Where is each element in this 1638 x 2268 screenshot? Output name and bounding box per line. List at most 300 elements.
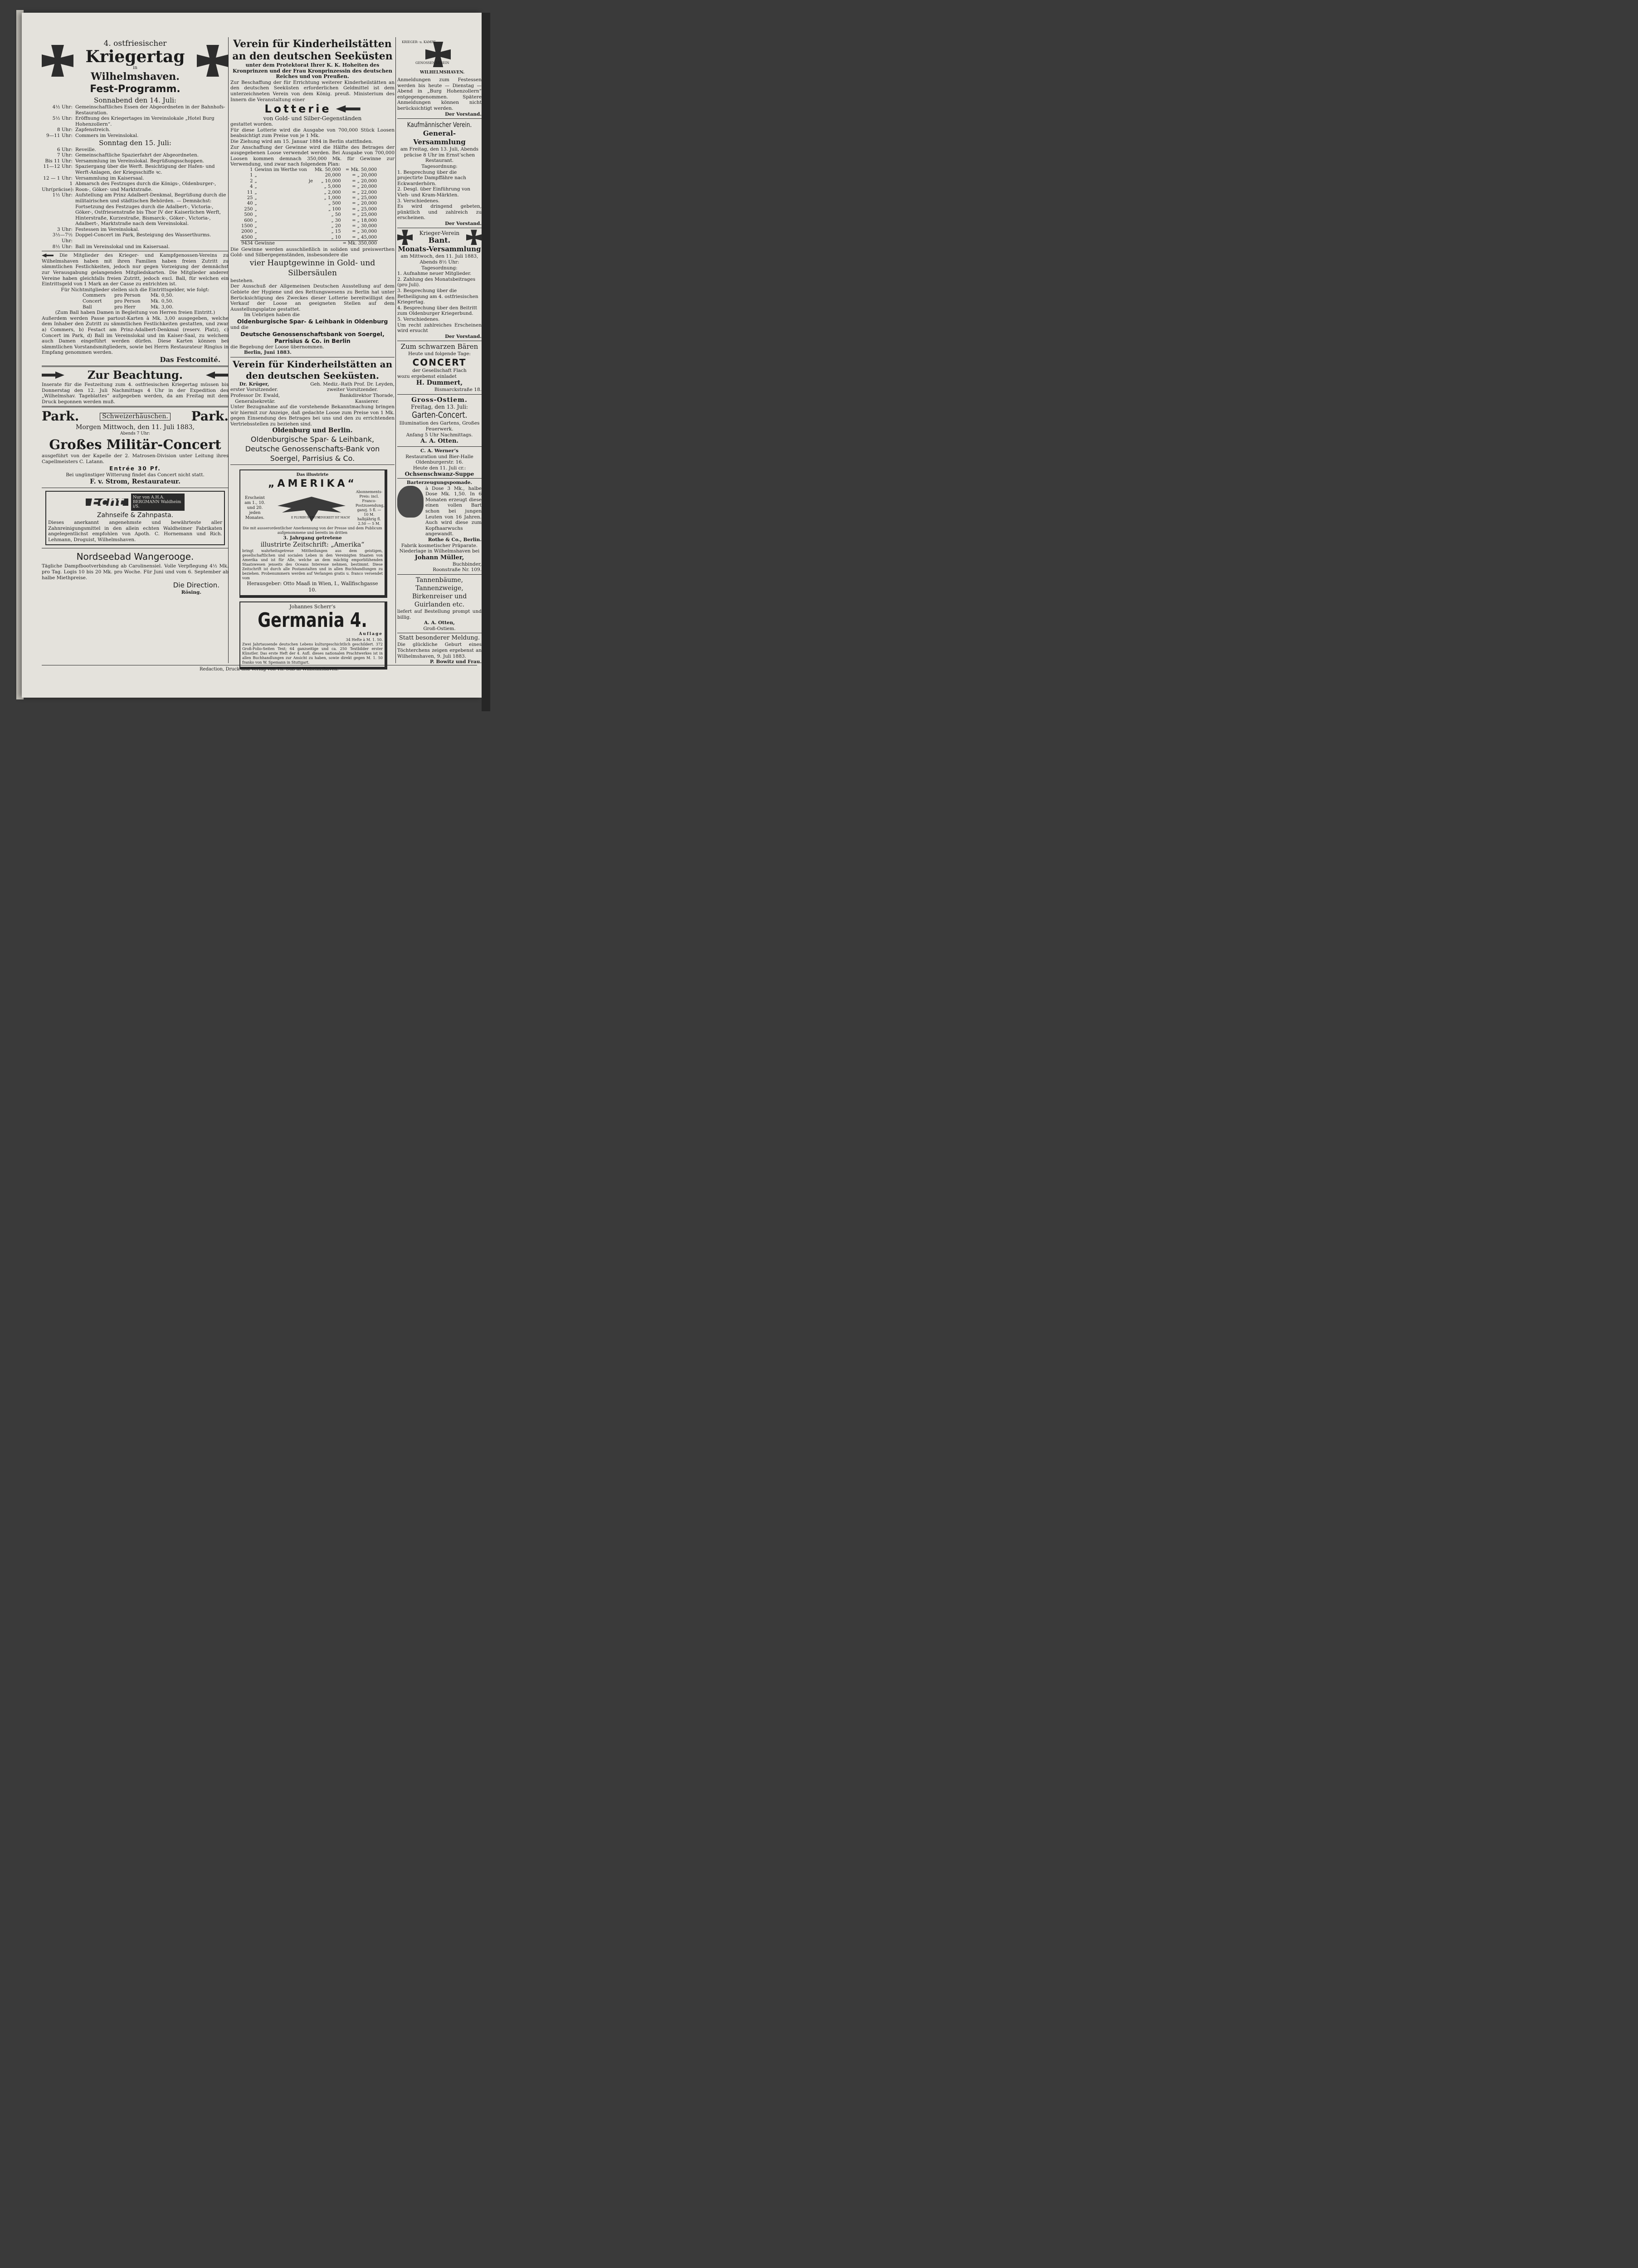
lotterie-header (230, 103, 395, 115)
sunday-heading: Sonntag den 15. Juli: (99, 138, 171, 147)
agenda-item: 1. Aufnahme neuer Mitglieder. (397, 271, 472, 277)
table-cell (308, 235, 314, 241)
werner-address: Oldenburgerstr. 16. (415, 459, 463, 465)
price-unit: pro Person (114, 293, 141, 298)
otten2: A. A. Otten, (424, 620, 455, 626)
program-desc: Doppel-Concert im Park, Besteigung des Wasserthurms. (75, 232, 211, 238)
program-time: 8½ Uhr: (52, 244, 73, 249)
kriegertag-l2: Kriegertag (85, 47, 185, 66)
lotterie-text: Für diese Lotterie wird die Ausgabe von 700,000 Stück Loosen beabsichtigt zum Preise von je 1 Mk. (230, 127, 395, 139)
program-time: 9—11 Uhr: (46, 132, 73, 138)
lotterie-subtitle: von Gold- und Silber-Gegenständen (263, 115, 362, 122)
table-cell: „ (254, 195, 257, 200)
table-cell (308, 196, 314, 201)
direction-signature: Die Direction. (173, 581, 219, 590)
signatures-row-2 (230, 393, 395, 404)
table-cell: 40 (247, 201, 253, 206)
member-note: Die Mitglieder des Krieger- und Kampfgenossen-Vereins zu Wilhelmshaven haben mit ihren Familien haben freien Zutritt zu sämmtlichen Festlichkeiten, jedoch nur gegen Vorzeigung der demnächst zur Verausgabung gelangenden Mitgliedskarten. Die Mitglieder anderer Vereine haben gleichfalls freien Zutritt, jedoch excl. Ball, für welchen ein Eintrittsgeld von 1 Mark an der Casse zu entrichten ist. (42, 253, 229, 287)
agenda-item: 4. Besprechung über den Beitritt zum Oldenburger Kriegerbund. (397, 305, 478, 317)
svg-text:E PLURIBUS UNUM: E PLURIBUS UNUM (291, 516, 320, 520)
table-cell: „ 10 (331, 235, 341, 240)
column-rule-2 (395, 37, 396, 663)
dummert-address: Bismarckstraße 18. (434, 387, 482, 393)
table-cell: = „ 20,000 (352, 173, 377, 178)
table-cell: = „ 30,000 (352, 223, 377, 229)
program-desc: Festessen im Vereinslokal. (75, 226, 140, 232)
militaer-text: ausgeführt von der Kapelle der 2. Matrosen-Division unter Leitung ihres Capellmeisters C. Latann. (42, 453, 229, 464)
program-item (42, 152, 229, 158)
table-row-total (240, 241, 378, 247)
program-time: 4½ Uhr: (52, 104, 73, 110)
table-cell: = „ 25,000 (352, 195, 377, 200)
table-row (240, 212, 378, 218)
beachtung-text: Inserate für die Festzeitung zum 4. ostfriesischen Kriegertag müssen bis Donnerstag den 12. Juli Nachmittags 4 Uhr in der Expedition des „Wilhelmshav. Tageblattes“ aufgegeben werden, da am Freitag mit dem Druck begonnen werden muß. (42, 381, 229, 405)
park-center: Schweizerhäuschen. (100, 413, 171, 420)
table-cell: 600 (244, 218, 253, 223)
otten-signature: A. A. Otten. (420, 438, 458, 445)
sig-leyden: Geh. Mediz.-Rath Prof. Dr. Leyden, (310, 381, 395, 387)
bank5: Soergel, Parrisius & Co. (270, 454, 355, 463)
table-cell: = „ 25,000 (352, 212, 377, 218)
kriegertag-l3: in (133, 65, 137, 70)
program-item (42, 133, 229, 139)
sig-krueger: Dr. Krüger, (239, 381, 269, 387)
sig-krueger-role: erster Vorsitzender. (230, 387, 278, 393)
agenda-item: 3. Verschiedenes. (397, 198, 440, 204)
program-desc: Versammlung im Kaisersaal. (75, 175, 144, 181)
baeren-concert: CONCERT (412, 357, 467, 368)
lotterie-intro: Zur Beschaffung der für Errichtung weiterer Kinderheilstätten an den deutschen Seeküsten erforderlichen Geldmittel ist dem unterzeichneten Verein von dem König. preuß. Ministerium des Innern die Veranstaltung einer (230, 79, 395, 103)
geburt-text: Die glückliche Geburt eines Töchterchens zeigen ergebenst an Wilhelmshaven, 9. Juli 1883. (397, 642, 482, 659)
kv-text: Anmeldungen zum Festessen werden bis heute — Dienstag — Abend in „Burg Hohenzollern“ entgegengenommen. Spätere Anmeldungen können nicht berücksichtigt werden. (397, 77, 482, 111)
amerika-left: Erscheint am 1., 10. und 20. jeden Monates. (244, 495, 265, 520)
table-cell: 20,000 (325, 173, 341, 178)
table-cell (308, 241, 314, 247)
table-row (240, 201, 378, 206)
kv-mid: GENOSSEN-VEREIN (415, 61, 449, 65)
table-cell (308, 218, 314, 224)
table-row (240, 167, 378, 173)
table-row (240, 218, 378, 224)
begebung-text: die Begebung der Loose übernommen. (230, 344, 324, 350)
ziehung-text: Die Ziehung wird am 15. Januar 1884 in Berlin stattfinden. (230, 138, 373, 144)
dummert-signature: H. Dummert, (416, 379, 463, 387)
agenda-item: 1. Besprechung über die projectirte Dampffähre nach Eckwarderhörn. (397, 169, 466, 186)
program-desc: Eröffnung des Kriegertages im Vereinslokale „Hotel Burg Hohenzollern“. (75, 116, 214, 127)
table-cell (308, 229, 314, 235)
price-row (83, 304, 229, 310)
gv-vorstand: Der Vorstand. (445, 220, 482, 226)
bestehen: bestehen. (230, 278, 254, 284)
gv-date: am Freitag, den 13. Juli, Abends präcise 8 Uhr im Ernst’schen Restaurant. (400, 147, 479, 164)
amerika-eagle-row (242, 490, 383, 526)
verein-title-2: Verein für Kinderheilstätten an den deutschen Seeküsten. (232, 358, 393, 381)
price-value: Mk. 0,50. (151, 293, 174, 298)
table-row (240, 229, 378, 235)
iron-cross-small-right-icon (466, 230, 482, 245)
table-cell: „ (254, 173, 257, 178)
table-cell: 9434 (241, 241, 253, 246)
table-cell: Gewinn im Werthe von (254, 167, 307, 172)
agenda-item: 5. Verschiedenes. (397, 317, 440, 322)
price-unit: pro Person (114, 298, 141, 304)
grossostiem-title: Gross-Ostiem. (411, 396, 468, 404)
table-cell: „ (254, 201, 257, 206)
baeren-title: Zum schwarzen Bären (400, 342, 478, 351)
tannen-title: Tannenbäume, Tannenzweige, Birkenreiser und Guirlanden etc. (412, 577, 467, 608)
agenda-item: 2. Desgl. über Einführung von Vieh- und Kram-Märkten. (397, 186, 471, 198)
table-cell (308, 173, 314, 178)
program-item (42, 244, 229, 250)
table-cell: 1500 (241, 223, 253, 229)
table-cell: 1 (250, 167, 253, 172)
table-cell: „ (254, 223, 257, 229)
table-row (240, 235, 378, 241)
saturday-heading: Sonnabend den 14. Juli: (94, 96, 176, 104)
table-row (240, 224, 378, 229)
amerika-right: Abonnements-Preis: incl. Franco-Postzusendung, ganzj. 5 fl. — 10 M. halbjährig fl. 2.50 — 5 M. (356, 490, 385, 526)
echt-label: Echt (86, 499, 128, 506)
column-1 (42, 39, 229, 596)
zahnseife-ad (45, 491, 225, 545)
table-cell: 1 (250, 173, 253, 178)
sig-ewald: Professor Dr. Ewald, (230, 392, 280, 398)
gv-agenda (397, 170, 482, 204)
lotterie-title: Lotterie (264, 103, 332, 116)
festcomite-signature: Das Festcomité. (160, 355, 220, 364)
program-time: 1 Uhr(präcise): (42, 181, 74, 192)
column-3 (397, 38, 482, 665)
table-cell: „ 5,000 (324, 184, 341, 190)
table-cell: „ (254, 212, 257, 218)
militaer-concert-title: Großes Militär-Concert (49, 437, 221, 453)
werner-sub: Restauration und Bier-Halle (405, 454, 473, 459)
sig-ewald-role: Generalsekretär. (235, 398, 276, 404)
amerika-ad (239, 469, 387, 597)
table-cell: Gewinne (254, 241, 275, 246)
scan-background (482, 13, 490, 711)
program-desc: Spaziergang über die Werft. Besichtigung der Hafen- und Werft-Anlagen, der Kriegsschiffe ꝛc. (75, 164, 215, 175)
program-time: Bis 11 Uhr: (45, 158, 73, 164)
sig-thorade: Bankdirektor Thorade, (339, 392, 395, 398)
zahnseife-text: Dieses anerkannt angenehmste und bewährteste aller Zahnreinigungsmittel in den allein echten Waldheimer Fabrikaten angelegentlichst empfohlen von Apoth. C. Hornemann und Rich. Lehmann, Droguist, Wilhelmshaven. (48, 520, 222, 543)
gv-tagesordnung: Tagesordnung: (421, 163, 458, 169)
table-cell: „ 30 (331, 218, 341, 223)
kaufm-verein: Kaufmännischer Verein. (407, 121, 472, 129)
table-cell (308, 184, 314, 190)
beachtung-title: Zur Beachtung. (87, 368, 183, 381)
program-item (42, 176, 229, 181)
ball-note: (Zum Ball haben Damen in Begleitung von Herren freien Eintritt.) (55, 310, 215, 316)
mv-end: Um recht zahlreiches Erscheinen wird ersucht (397, 322, 482, 334)
kriegertag-l1: 4. ostfriesischer (103, 39, 167, 48)
table-cell: = „ 20,000 (352, 184, 377, 190)
saturday-program (42, 104, 229, 139)
tannen-text: liefert auf Bestellung prompt und billig. (397, 609, 482, 620)
agenda-item: 2. Zahlung des Monatsbeitrages (pro Juli). (397, 276, 476, 288)
kriegertag-l4: Wilhelmshaven. (91, 71, 180, 83)
sig-thorade-role: Kassierer. (355, 398, 379, 404)
bank2: Deutsche Genossenschaftsbank von Soergel, Parrisius & Co. in Berlin (240, 330, 385, 344)
lotterie-gestattet: gestattet worden. (230, 122, 273, 127)
gewinne-text: Die Gewinne werden ausschließlich in soliden und preiswerthen Gold- und Silbergegenständen, insbesondere die (230, 246, 395, 258)
table-cell: = Mk. 50,000 (345, 167, 377, 172)
bearded-portrait-icon (397, 486, 424, 518)
general-versammlung: General-Versammlung (413, 129, 466, 147)
ochsenschwanz-suppe: Ochsenschwanz-Suppe (405, 470, 474, 477)
und-die: und die (230, 324, 249, 330)
mv-date: am Mittwoch, den 11. Juli 1883, Abends 8½ Uhr: (400, 254, 478, 265)
svg-text:EINIGKEIT IST MACHT: EINIGKEIT IST MACHT (318, 516, 350, 520)
table-cell: „ 20 (331, 223, 341, 229)
roesing-signature: Rösing. (181, 590, 201, 596)
park-header (42, 409, 229, 424)
zahnseife-title: Zahnseife & Zahnpasta. (97, 512, 174, 519)
program-time: 8 Uhr: (57, 127, 73, 133)
table-cell (308, 212, 314, 218)
table-cell (308, 167, 314, 173)
table-cell: 500 (244, 212, 253, 218)
table-cell (308, 207, 314, 212)
program-time: 5½ Uhr: (52, 116, 73, 122)
table-cell: „ 1,000 (324, 195, 341, 200)
table-cell: „ (254, 206, 257, 212)
table-cell: je (308, 178, 313, 184)
amerika-top: Das illustrirte (296, 473, 329, 478)
program-item (42, 127, 229, 133)
program-desc: Versammlung im Vereinslokal. Begrüßungsschoppen. (75, 158, 205, 164)
table-cell: 25 (247, 195, 253, 200)
table-cell (308, 190, 314, 196)
program-desc: Ball im Vereinslokal und im Kaisersaal. (75, 244, 170, 249)
program-desc: Reveille. (75, 147, 96, 152)
mv-vorstand: Der Vorstand. (445, 333, 482, 339)
table-cell: = „ 30,000 (352, 229, 377, 235)
table-row (240, 179, 378, 184)
column-2 (230, 38, 395, 670)
bart-text: à Dose 3 Mk., halbe Dose Mk. 1,50. In 6 Monaten erzeugt diese einen vollen Bart schon bei jungen Leuten von 16 Jahren. Auch wird diese zum Kopfhaarwuchs angewandt. (425, 485, 482, 537)
sig-leyden-role: zweiter Vorsitzender. (327, 387, 378, 393)
kv-vorstand: Der Vorstand. (445, 111, 482, 117)
fabrik: Fabrik kosmetischer Präparate. (401, 543, 478, 548)
kv-bant-header (397, 230, 482, 245)
price-item: Commers (83, 293, 106, 298)
baeren-gesell: der Gesellschaft Flach (412, 367, 467, 373)
table-cell: = Mk. 350,000 (342, 241, 377, 246)
baeren-heute: Heute und folgende Tage: (408, 351, 471, 357)
table-cell: „ 2,000 (324, 190, 341, 195)
weather-note: Bei ungünstiger Witterung findet das Concert nicht statt. (66, 472, 205, 478)
amerika-text1: Die mit ausserordentlicher Anerkennung von der Presse und dem Publicum aufgenommene und bereits im dritten (243, 526, 382, 535)
table-cell: 11 (247, 190, 253, 195)
bart-ad (397, 486, 482, 537)
table-cell: „ (254, 235, 257, 240)
baeren-einladet: wozu ergebenst einladet (397, 373, 457, 379)
program-desc: Gemeinschaftliches Essen der Abgeordneten in der Bahnhofs-Restauration. (75, 104, 225, 116)
entree-price: Entrée 30 Pf. (109, 465, 161, 472)
kriegertag-header (42, 39, 229, 83)
berlin-date: Berlin, Juni 1883. (244, 350, 292, 356)
park-date: Morgen Mittwoch, den 11. Juli 1883, (76, 424, 195, 431)
table-row (240, 207, 378, 212)
vier-hauptgewinne: vier Hauptgewinne in Gold- und Silbersäulen (249, 258, 375, 278)
price-value: Mk. 0,50. (151, 298, 174, 304)
table-cell: „ (254, 218, 257, 223)
park-time: Abends 7 Uhr: (120, 431, 150, 436)
gartenc-date: Freitag, den 13. Juli: (411, 403, 468, 410)
pointing-hand-icon (42, 254, 54, 258)
program-item (42, 181, 229, 192)
price-unit: pro Herr (114, 304, 136, 310)
table-cell: „ (254, 184, 257, 190)
iron-cross-right-icon (197, 45, 229, 77)
table-cell: = „ 25,000 (352, 206, 377, 212)
table-cell: 4500 (241, 235, 253, 240)
table-cell (308, 224, 314, 229)
mueller: Johann Müller, (414, 554, 464, 561)
price-item: Concert (83, 298, 102, 304)
table-cell (314, 241, 342, 247)
table-cell (308, 201, 314, 206)
signatures-row-1 (230, 381, 395, 393)
amerika-title: „AMERIKA“ (268, 478, 357, 490)
price-row (83, 293, 229, 298)
grossost2: Groß-Ostiem. (423, 626, 456, 631)
table-row (240, 196, 378, 201)
oldenburg-berlin: Oldenburg und Berlin. (272, 427, 353, 435)
table-cell: = „ 45,000 (352, 235, 377, 240)
park-left: Park. (42, 409, 79, 424)
program-item (42, 104, 229, 116)
fest-programm-title: Fest-Programm. (90, 83, 180, 95)
ausschuss-text: Der Ausschuß der Allgemeinen Deutschen Ausstellung auf dem Gebiete der Hygiene und des Rettungswesens zu Berlin hat unter Berücksichtigung des Zweckes dieser Lotterie bereitwilligst den Verkauf der Loose an geeigneten Stellen auf dem Ausstellungsplatze gestattet. (230, 284, 395, 312)
niederlage: Niederlage in Wilhelmshaven bei (399, 548, 480, 554)
program-time: 3½—7½ Uhr: (52, 232, 73, 244)
table-cell: 4 (250, 184, 253, 190)
amerika-text2: bringt wahrheitsgetreue Mittheilungen aus dem geistigen, gesellschaftlichen und socialen Leben in den Vereinigten Staaten von Amerika und ist für Alle, welche an dem mächtig emporblühenden Staatswesen jenseits des Oceans Interesse nehmen, bestimmt. Diese Zeitschrift ist durch alle Postanstalten und in allen Buchhandlungen zu beziehen. Probenummern werden auf Verlangen gratis u. franco versendet vom (242, 548, 383, 580)
echt-logo (48, 494, 222, 511)
roonstrasse: Roonstraße Nr. 109. (433, 567, 482, 573)
germania-top: Johannes Scherr’s (289, 603, 336, 610)
program-time: 1½ Uhr: (52, 192, 73, 198)
program-item (42, 164, 229, 175)
table-cell: „ (254, 229, 257, 235)
kv-city: WILHELMSHAVEN. (420, 70, 465, 75)
kv-top: KRIEGER- u. KAMPF- (402, 40, 437, 44)
bezug-text: Unter Bezugnahme auf die vorstehende Bekanntmachung bringen wir hiermit zur Anzeige, daß gedachte Loose zum Preise von 1 Mk. gegen Einsendung des Betrages bei uns und den zu errichtenden Vertriebsstellen zu beziehen sind. (230, 404, 395, 427)
table-cell: = „ 20,000 (352, 201, 377, 206)
garten-concert: Garten-Concert. (411, 410, 468, 420)
pointing-hand-right-icon (42, 371, 64, 379)
bart-title: Barterzeugungspomade. (406, 480, 473, 486)
table-cell: „ 15 (331, 229, 341, 235)
germania-text: Zwei Jahrtausende deutschen Lebens kulturgeschichtlich geschildert. 372 Groß-Folio-Seiten Text; 64 ganzseitige und ca. 250 Textbilder erster Künstler. Das erste Heft der 4. Aufl. dieses nationalen Prachtwerkes ist in allen Buchhandlungen zur Ansicht zu haben, sowie direkt gegen M. 1. 50 franko von W. Spemann in Stuttgart. (242, 642, 383, 665)
anschaffung-text: Zur Anschaffung der Gewinne wird die Hälfte des Betrages der ausgegebenen Loose verwendet werden. Bei Ausgabe von 700,000 Loosen kommen demnach 350,000 Mk. für Gewinne zur Verwendung, und zwar nach folgendem Plan: (230, 144, 395, 167)
table-cell: = „ 20,000 (352, 178, 377, 184)
table-cell: „ (254, 178, 257, 184)
pointing-hand-left-icon (336, 105, 361, 112)
iron-cross-left-icon (42, 45, 73, 77)
table-cell: = „ 18,000 (352, 218, 377, 223)
germania-hefte: 34 Hefte à M. 1. 50. (346, 637, 383, 642)
park-right: Park. (191, 409, 229, 424)
table-cell: „ (254, 190, 257, 195)
eagle-icon (273, 492, 350, 524)
program-time: 12 — 1 Uhr: (43, 175, 73, 181)
table-row (240, 184, 378, 190)
program-time: 7 Uhr: (57, 152, 73, 158)
bank3: Oldenburgische Spar- & Leihbank, (250, 435, 375, 444)
iron-cross-small-left-icon (397, 230, 413, 245)
buchbinder: Buchbinder, (452, 561, 482, 567)
passe-partout-note: Außerdem werden Passe partout-Karten à Mk. 3,00 ausgegeben, welche dem Inhaber den Zutritt zu sämmtlichen Festlichkeiten gestatten, und zwar a) Commers, b) Festact am Prinz-Adalbert-Denkmal (reserv. Platz), c) Concert im Park, d) Ball im Vereinslokal und im Kaiser-Saal, zu welchem auch Damen eingeführt werden dürfen. Diese Karten können bei sämmtlichen Vorstandsmitgliedern, sowie bei Herrn Restaurateur Ringius in Empfang genommen werden. (42, 315, 229, 356)
mv-agenda (397, 271, 482, 322)
program-desc: Commers im Vereinslokal. (75, 132, 139, 138)
table-cell: „ 500 (328, 201, 341, 206)
table-row (240, 190, 378, 196)
gv-end: Es wird dringend gebeten, pünktlich und zahlreich zu erscheinen. (397, 204, 482, 221)
program-item (42, 227, 229, 233)
table-cell: „ 50 (331, 212, 341, 218)
anfang: Anfang 5 Uhr Nachmittags. (406, 432, 473, 438)
nonmember-note: Für Nichtmitglieder stellen sich die Eintrittsgelder, wie folgt: (61, 287, 210, 293)
monats-versammlung: Monats-Versammlung (398, 245, 481, 254)
program-desc: Abmarsch des Festzuges durch die Königs-, Oldenburger-, Roon-, Göker- und Marktstraße. (75, 181, 216, 192)
werner-title: C. A. Werner’s (420, 448, 458, 454)
price-item: Ball (83, 304, 92, 310)
wangerooge-title: Nordseebad Wangerooge. (76, 551, 194, 562)
uebrigen-text: Im Uebrigen haben die (244, 312, 300, 318)
sunday-program (42, 147, 229, 250)
germania-title: Germania 4. (258, 609, 367, 632)
program-time: 11—12 Uhr: (43, 164, 73, 170)
program-item (42, 192, 229, 227)
program-item (42, 116, 229, 127)
program-item (42, 232, 229, 244)
table-cell: „ 10,000 (321, 178, 341, 184)
table-row (240, 173, 378, 178)
mv-tagesordnung: Tagesordnung: (421, 265, 458, 271)
beachtung-header (42, 368, 229, 382)
program-desc: Gemeinschaftliche Spazierfahrt der Abgeordneten. (75, 152, 199, 158)
rothe: Rothe & Co., Berlin. (428, 537, 482, 543)
program-item (42, 158, 229, 164)
program-time: 3 Uhr: (57, 226, 73, 232)
amerika-ill: illustrirte Zeitschrift: „Amerika“ (260, 541, 365, 548)
germania-auflage: Auflage (359, 632, 383, 637)
price-row (83, 298, 229, 304)
price-value: Mk. 3,00. (151, 304, 174, 310)
amerika-jahrgang: 3. Jahrgang getretene (283, 535, 342, 541)
statt-meldung: Statt besonderer Meldung. (399, 635, 480, 642)
table-cell: „ 100 (328, 206, 341, 212)
table-cell: 2 (250, 178, 253, 184)
table-cell: 2000 (241, 229, 253, 235)
bowitz-signature: P. Bowitz und Frau. (429, 659, 482, 665)
bergmann-label: Nur von A.H.A. BERGMANN Waldheim i/S. (131, 494, 185, 511)
program-desc: Zapfenstreich. (75, 127, 111, 133)
table-cell: 250 (244, 206, 253, 212)
bank4: Deutsche Genossenschafts-Bank von (245, 445, 380, 454)
strom-signature: F. v. Strom, Restaurateur. (90, 478, 180, 486)
protektorat: unter dem Protektorat Ihrer K. K. Hoheiten des Kronprinzen und der Frau Kronprinzessin des deutschen Reiches und von Preußen. (233, 62, 392, 80)
program-desc: Aufstellung am Prinz Adalbert-Denkmal, Begrüßung durch die militairischen und städtischen Behörden. — Demnächst: Fortsetzung des Festzuges durch die Adalbert-, Victoria-, Göker-, Ostfriesenstraße bis Thor IV der Kaiserlichen Werft, Hinterstraße, Kurzestraße, Bismarck-, Göker-, Victoria-, Adalbert-, Marktstraße nach dem Vereinslokal. (75, 192, 226, 227)
footer-imprint: Redaction, Druck und Verlag von Th. Süß in Wilhelmshaven. (200, 667, 339, 672)
bank1: Oldenburgische Spar- & Leihbank in Oldenburg (237, 318, 388, 325)
illumination: Illumination des Gartens, Großes Feuerwerk. (399, 420, 480, 432)
kv2-top: Krieger-Verein (419, 230, 460, 237)
verein-title: Verein für Kinderheilstätten an den deutschen Seeküsten (232, 38, 393, 62)
